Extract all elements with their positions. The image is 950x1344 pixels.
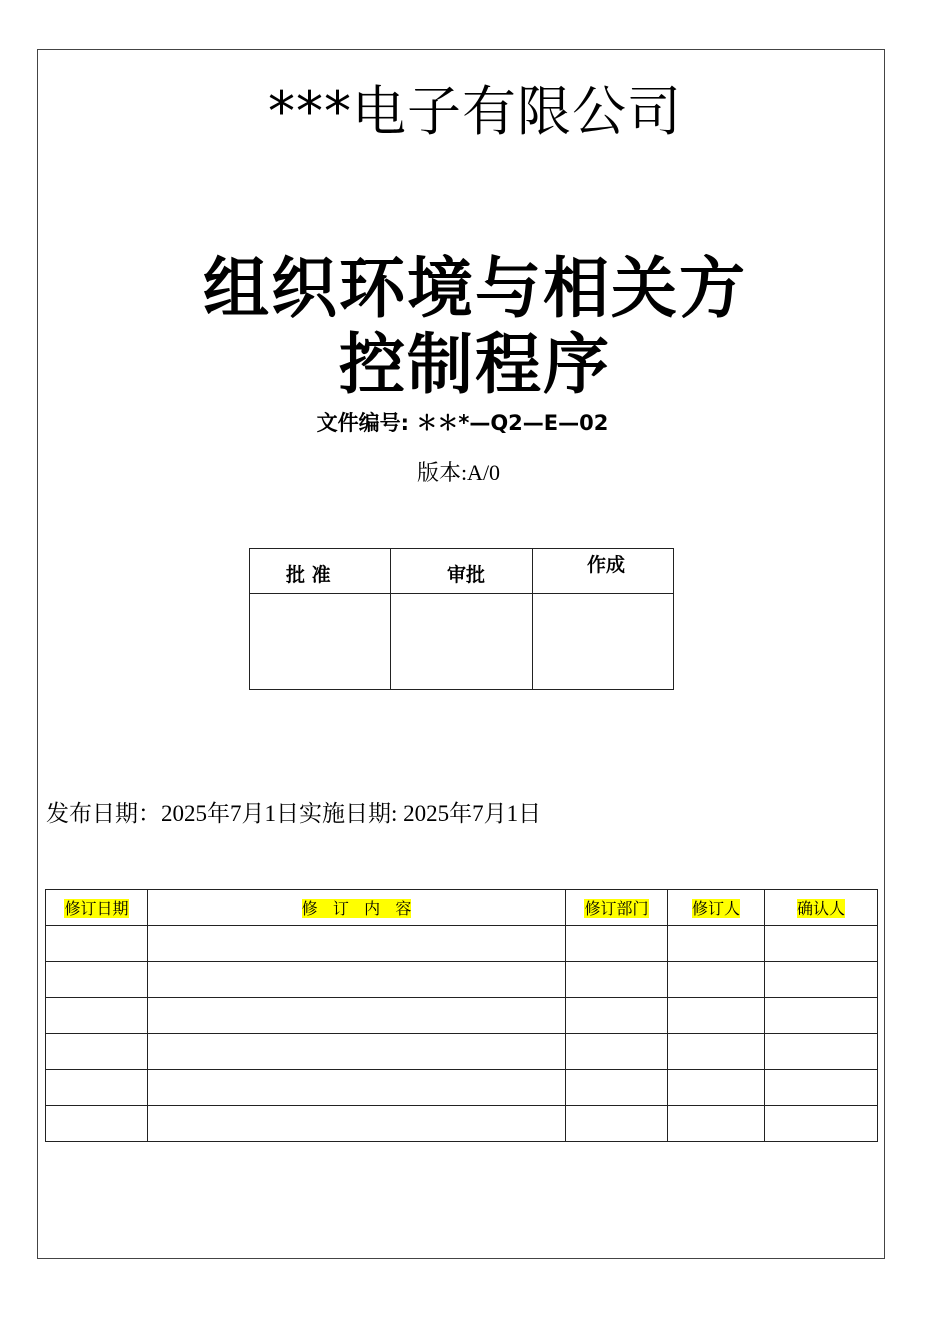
revision-header-row (46, 890, 878, 926)
table-row (46, 926, 878, 962)
revision-content-cell (148, 962, 566, 998)
approval-signature-row (250, 594, 674, 690)
revision-content-cell (148, 998, 566, 1034)
revision-date-cell (46, 1106, 148, 1142)
revision-department-header: 修订部门 (584, 899, 649, 918)
revision-date-cell (46, 1034, 148, 1070)
document-version: 版本:A/0 (416, 460, 501, 485)
confirmer-cell (765, 1034, 878, 1070)
reviser-cell (668, 962, 765, 998)
revision-content-cell (148, 1070, 566, 1106)
prepared-signature-cell (533, 594, 674, 690)
revision-content-cell (148, 1106, 566, 1142)
approval-table (249, 548, 674, 690)
reviser-header: 修订人 (691, 899, 740, 918)
approve-signature-cell (250, 594, 391, 690)
approval-header-cell (533, 549, 674, 594)
release-and-effective-dates: 发布日期：2025年7月1日实施日期: 2025年7月1日 (46, 801, 542, 826)
revision-header-cell (148, 890, 566, 926)
reviser-cell (668, 1070, 765, 1106)
revision-header-cell (566, 890, 668, 926)
revision-department-cell (566, 1070, 668, 1106)
revision-department-cell (566, 926, 668, 962)
revision-content-header: 修 订 内 容 (301, 899, 412, 918)
prepared-label: 作成 (587, 554, 626, 576)
reviser-cell (668, 1106, 765, 1142)
confirmer-header: 确认人 (796, 899, 845, 918)
revision-header-cell (668, 890, 765, 926)
revision-department-cell (566, 962, 668, 998)
table-row (46, 1034, 878, 1070)
revision-date-header: 修订日期 (64, 899, 129, 918)
review-label: 审批 (447, 564, 486, 586)
revision-content-cell (148, 926, 566, 962)
approve-label: 批 准 (286, 564, 331, 586)
revision-date-cell (46, 1070, 148, 1106)
approval-header-cell (250, 549, 391, 594)
table-row (46, 998, 878, 1034)
confirmer-cell (765, 998, 878, 1034)
revision-header-cell (46, 890, 148, 926)
revision-department-cell (566, 998, 668, 1034)
revision-date-cell (46, 926, 148, 962)
revision-department-cell (566, 1106, 668, 1142)
document-title-line-1: 组织环境与相关方 (203, 250, 747, 327)
confirmer-cell (765, 962, 878, 998)
table-row (46, 1070, 878, 1106)
revision-content-cell (148, 1034, 566, 1070)
approval-header-cell (391, 549, 533, 594)
document-number: 文件编号: ＊＊*—Q2—E—02 (316, 411, 609, 435)
company-name: ***电子有限公司 (268, 80, 682, 143)
confirmer-cell (765, 1106, 878, 1142)
revision-header-cell (765, 890, 878, 926)
confirmer-cell (765, 926, 878, 962)
confirmer-cell (765, 1070, 878, 1106)
revision-history-table (45, 889, 878, 1142)
reviser-cell (668, 1034, 765, 1070)
revision-department-cell (566, 1034, 668, 1070)
revision-date-cell (46, 998, 148, 1034)
reviser-cell (668, 998, 765, 1034)
reviser-cell (668, 926, 765, 962)
document-title-line-2: 控制程序 (339, 326, 611, 403)
table-row (46, 1106, 878, 1142)
review-signature-cell (391, 594, 533, 690)
approval-header-row (250, 549, 674, 594)
table-row (46, 962, 878, 998)
revision-date-cell (46, 962, 148, 998)
